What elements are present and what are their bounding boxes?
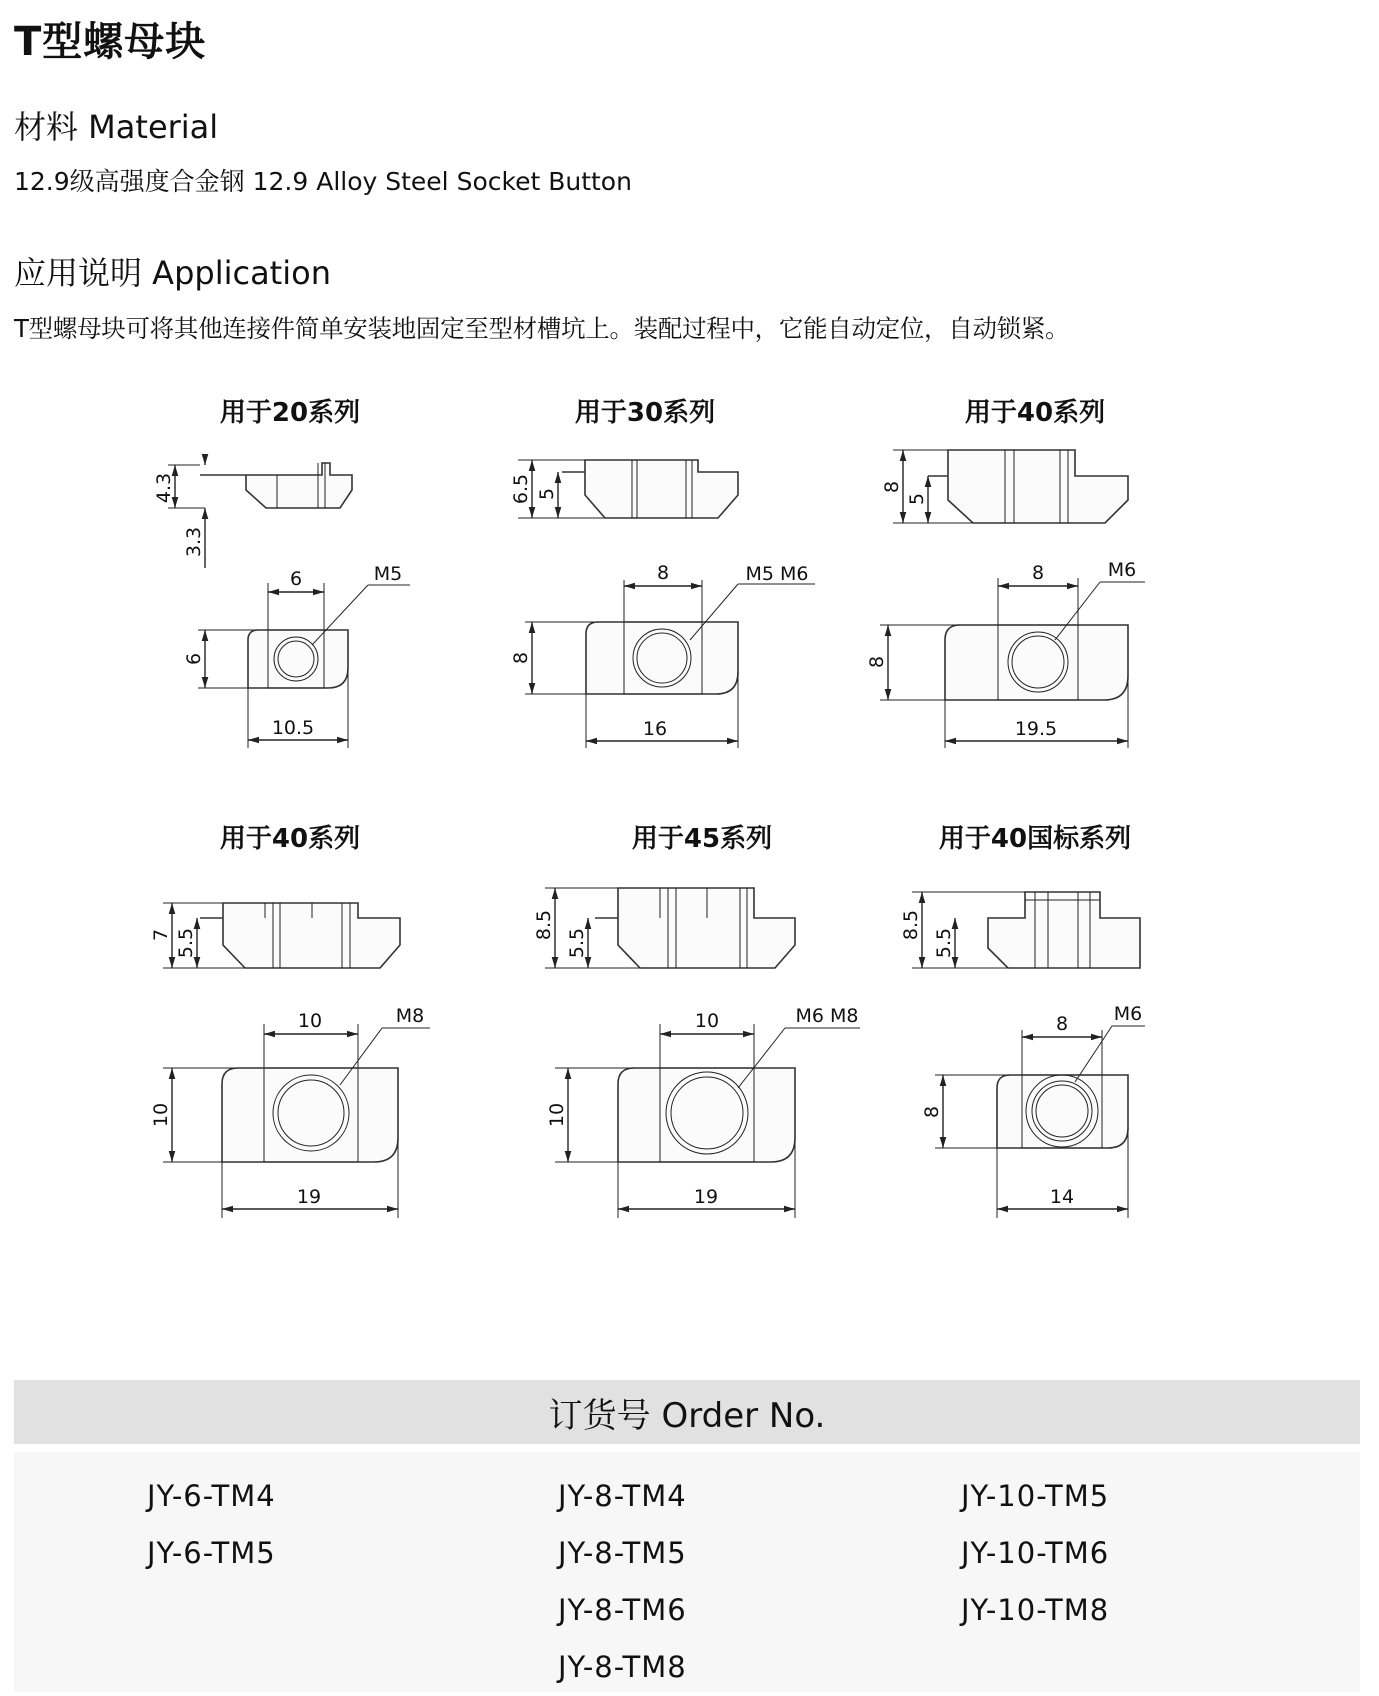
order-item: JY-8-TM4 [558, 1479, 687, 1513]
dim-thread: M6 [1113, 1003, 1143, 1025]
order-column-3 [961, 1468, 1109, 1639]
drawing-title-4: 用于40系列 [219, 824, 361, 854]
dim-side-1: 8.5 [533, 909, 555, 941]
dim-height: 8 [510, 651, 532, 665]
dim-height: 10 [150, 1102, 172, 1128]
dim-side-1: 4.3 [153, 472, 175, 504]
dim-height: 8 [921, 1105, 943, 1119]
order-item: JY-8-TM6 [558, 1593, 687, 1627]
dim-width: 8 [1055, 1013, 1069, 1035]
dim-side-2: 3.3 [183, 526, 205, 558]
drawing-4 [150, 903, 430, 1218]
application-text: T型螺母块可将其他连接件简单安装地固定至型材槽坑上。装配过程中，它能自动定位，自动锁紧。 [14, 314, 1070, 343]
application-heading: 应用说明 Application [14, 254, 331, 292]
page-title: T型螺母块 [14, 19, 207, 65]
drawing-title-3: 用于40系列 [964, 398, 1106, 428]
dim-side-2: 5.5 [566, 927, 588, 959]
dim-length: 16 [642, 718, 668, 740]
material-text: 12.9级高强度合金钢 12.9 Alloy Steel Socket Button [14, 167, 632, 196]
dim-width: 10 [297, 1010, 323, 1032]
side-view [533, 888, 795, 968]
order-item: JY-6-TM4 [147, 1479, 276, 1513]
dim-thread: M5 M6 [745, 563, 809, 585]
dim-length: 14 [1049, 1186, 1075, 1208]
order-item: JY-6-TM5 [147, 1536, 276, 1570]
material-heading: 材料 Material [14, 108, 219, 146]
top-view [866, 559, 1145, 748]
dim-side-1: 8 [881, 480, 903, 494]
dim-side-1: 8.5 [900, 909, 922, 941]
dim-length: 19 [296, 1186, 322, 1208]
dim-thread: M8 [395, 1005, 425, 1027]
drawing-title-6: 用于40国标系列 [938, 824, 1132, 854]
dim-width: 8 [656, 562, 670, 584]
dim-length: 10.5 [271, 717, 315, 739]
side-view [900, 892, 1140, 968]
order-item: JY-10-TM5 [961, 1479, 1110, 1513]
drawing-5 [533, 888, 860, 1218]
order-list [14, 1452, 1360, 1692]
dim-thread: M6 M8 [795, 1005, 859, 1027]
order-item: JY-10-TM6 [961, 1536, 1110, 1570]
order-column-1 [147, 1468, 276, 1582]
dim-width: 6 [289, 568, 303, 590]
dim-length: 19 [693, 1186, 719, 1208]
side-view [150, 903, 400, 968]
order-item: JY-8-TM8 [558, 1650, 687, 1684]
dim-thread: M6 [1107, 559, 1137, 581]
dim-side-2: 5 [906, 492, 928, 506]
top-view [150, 1005, 430, 1218]
dim-side-2: 5.5 [933, 927, 955, 959]
dim-height: 8 [866, 655, 888, 669]
drawing-3 [866, 450, 1145, 748]
top-view [546, 1005, 860, 1218]
order-item: JY-10-TM8 [961, 1593, 1110, 1627]
dim-side-1: 7 [150, 928, 172, 942]
drawing-1 [153, 455, 410, 748]
drawing-title-5: 用于45系列 [631, 824, 773, 854]
order-heading-bar [14, 1380, 1360, 1444]
dim-width: 8 [1031, 562, 1045, 584]
order-item: JY-8-TM5 [558, 1536, 687, 1570]
side-view [153, 455, 352, 568]
drawing-2 [510, 460, 815, 748]
order-heading: 订货号 Order No. [548, 1395, 826, 1436]
drawing-title-1: 用于20系列 [219, 398, 361, 428]
dim-height: 6 [183, 652, 205, 666]
top-view [921, 1003, 1145, 1218]
dim-height: 10 [546, 1102, 568, 1128]
order-column-2 [558, 1468, 687, 1696]
side-view [881, 450, 1128, 523]
dim-side-1: 6.5 [510, 473, 532, 505]
top-view [510, 562, 815, 748]
dim-side-2: 5 [536, 487, 558, 501]
dim-side-2: 5.5 [175, 927, 197, 959]
side-view [510, 460, 738, 518]
dim-length: 19.5 [1014, 718, 1058, 740]
dim-thread: M5 [373, 563, 403, 585]
dim-width: 10 [694, 1010, 720, 1032]
drawing-6 [900, 892, 1145, 1218]
drawing-title-2: 用于30系列 [574, 398, 716, 428]
top-view [183, 563, 410, 748]
